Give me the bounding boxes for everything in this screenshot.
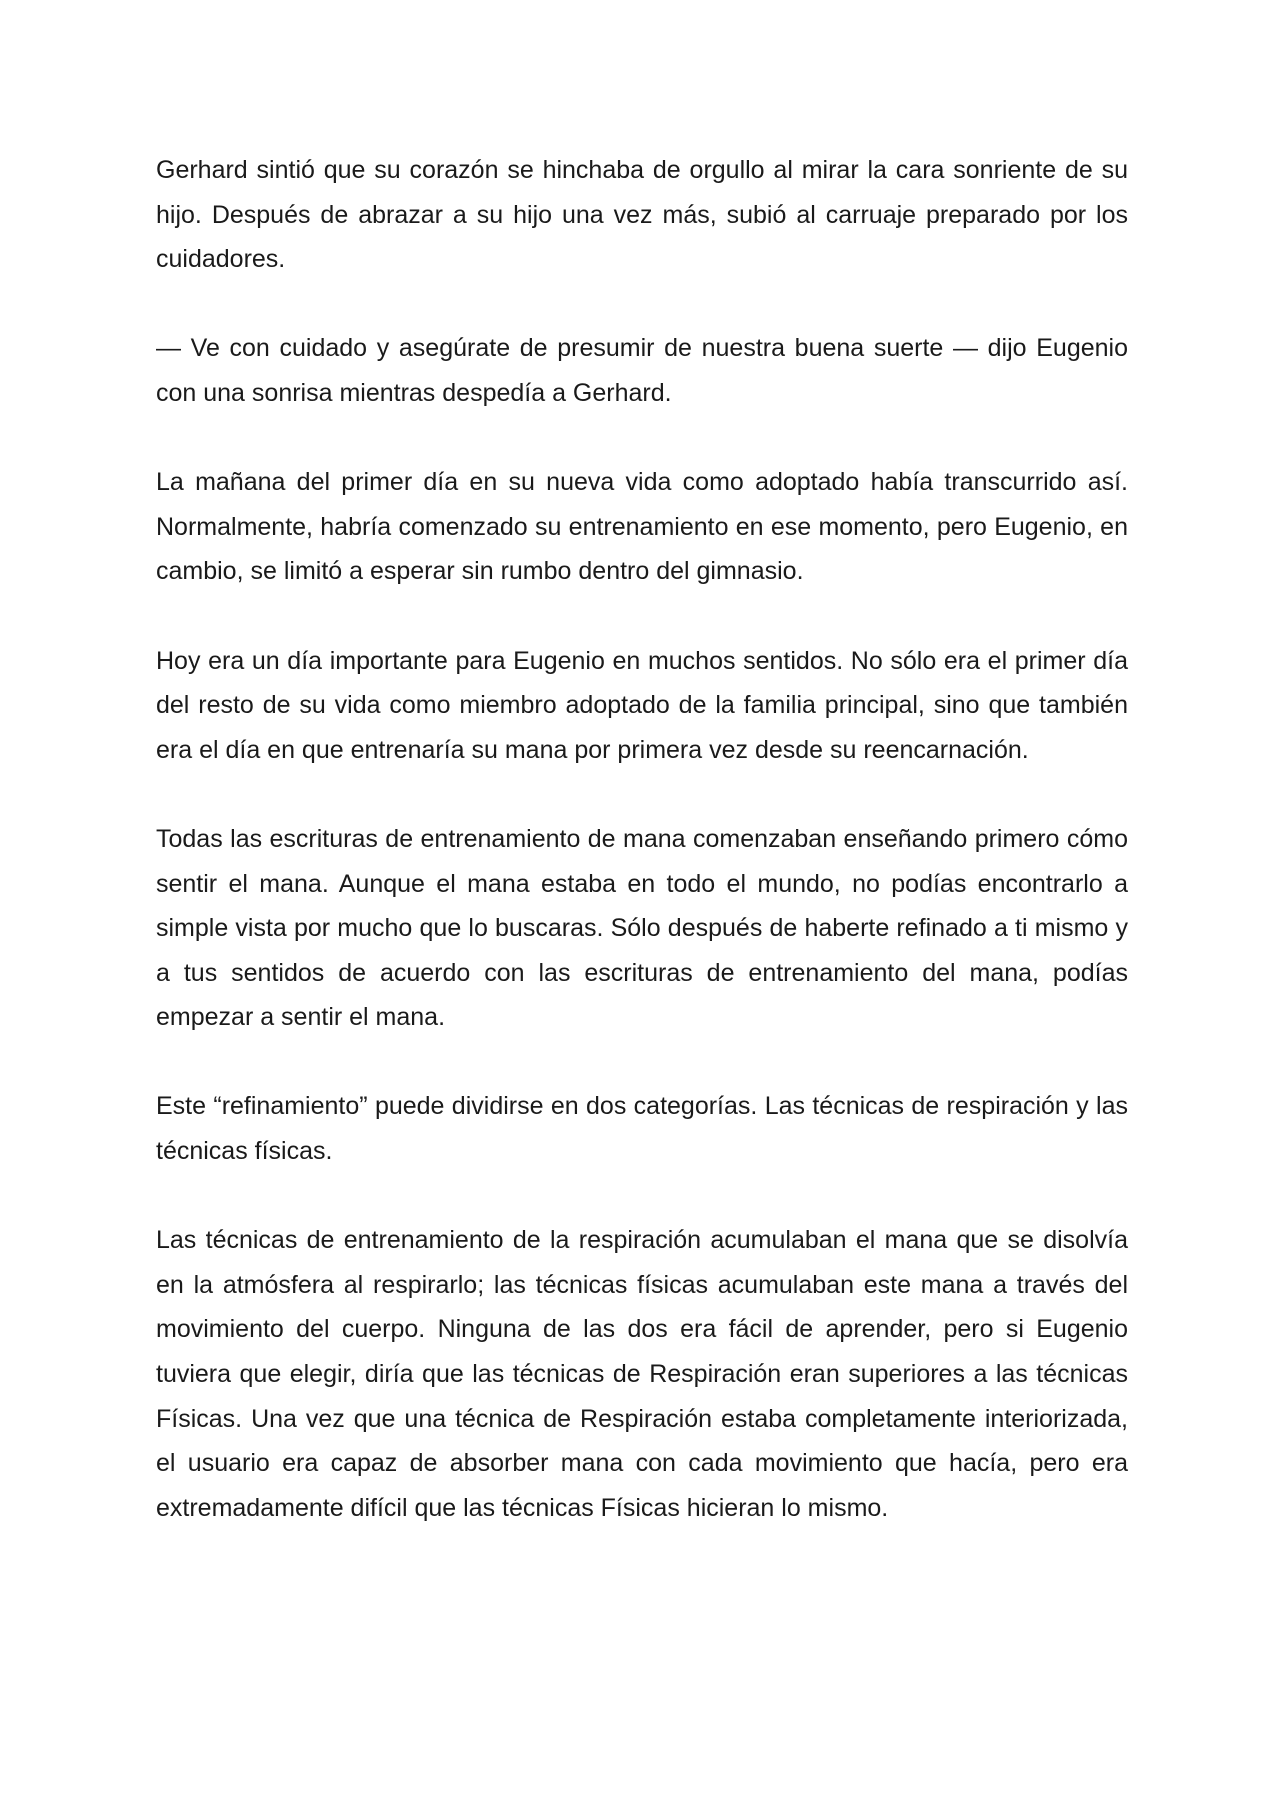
paragraph-7: Las técnicas de entrenamiento de la respiración acumulaban el mana que se disolvía en la atmósfera al respirarlo; las técnicas físicas acumulaban este mana a través del movimiento del cuerpo. Ninguna de las dos era fácil de aprender, pero si Eugenio tuviera que elegir, diría que las técnicas de Respiración eran superiores a las técnicas Físicas. Una vez que una técnica de Respiración estaba completamente interiorizada, el usuario era capaz de absorber mana con cada movimiento que hacía, pero era extremadamente difícil que las técnicas Físicas hicieran lo mismo.: [156, 1226, 1128, 1522]
paragraph-3: La mañana del primer día en su nueva vida como adoptado había transcurrido así. Normalmente, habría comenzado su entrenamiento en ese momento, pero Eugenio, en cambio, se limitó a esperar sin rumbo dentro del gimnasio.: [156, 468, 1128, 586]
paragraph-2: — Ve con cuidado y asegúrate de presumir de nuestra buena suerte — dijo Eugenio con una sonrisa mientras despedía a Gerhard.: [156, 334, 1128, 407]
paragraph-5: Todas las escrituras de entrenamiento de mana comenzaban enseñando primero cómo sentir el mana. Aunque el mana estaba en todo el mundo, no podías encontrarlo a simple vista por mucho que lo buscaras. Sólo después de haberte refinado a ti mismo y a tus sentidos de acuerdo con las escrituras de entrenamiento del mana, podías empezar a sentir el mana.: [156, 824, 1128, 1032]
paragraph-4: Hoy era un día importante para Eugenio en muchos sentidos. No sólo era el primer día del resto de su vida como miembro adoptado de la familia principal, sino que también era el día en que entrenaría su mana por primera vez desde su reencarnación.: [156, 646, 1128, 764]
document-body: [156, 148, 1128, 1530]
paragraph-1: Gerhard sintió que su corazón se hinchaba de orgullo al mirar la cara sonriente de su hijo. Después de abrazar a su hijo una vez más, subió al carruaje preparado por los cuidadores.: [156, 156, 1128, 274]
paragraph-6: Este “refinamiento” puede dividirse en dos categorías. Las técnicas de respiración y las técnicas físicas.: [156, 1092, 1128, 1166]
